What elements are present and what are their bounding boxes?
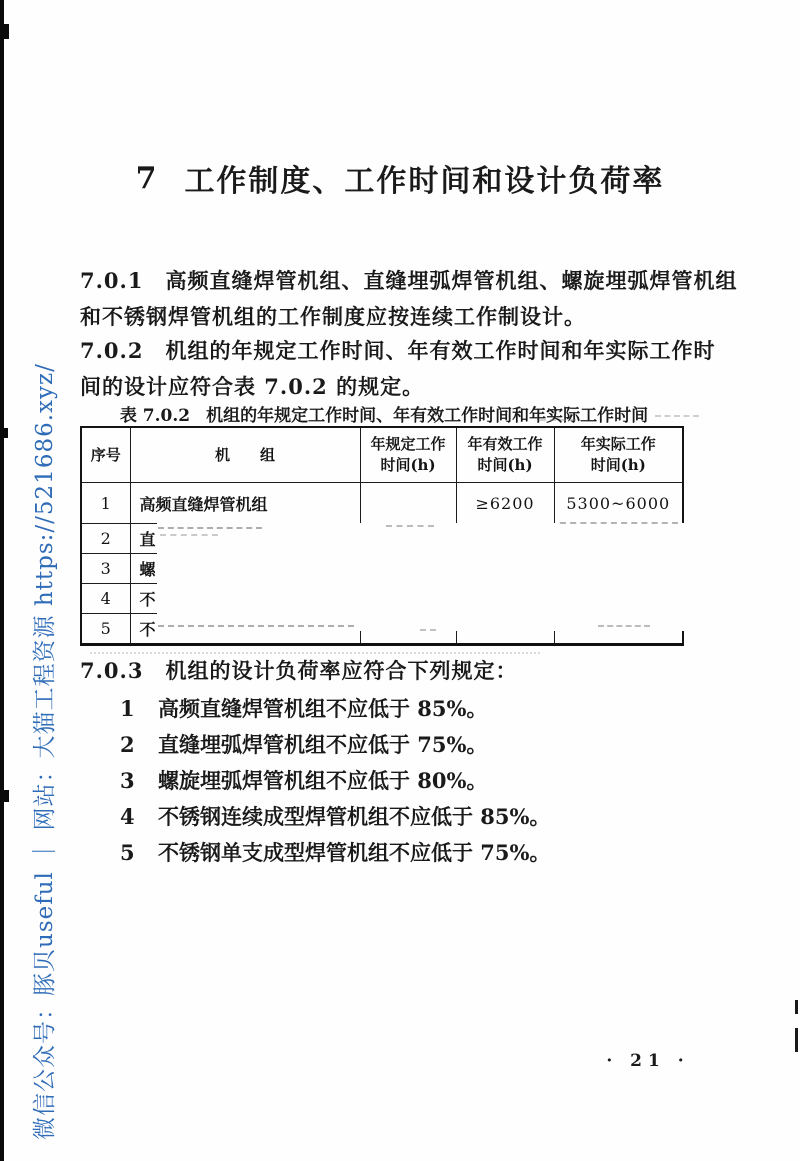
table-caption-text: 机组的年规定工作时间、年有效工作时间和年实际工作时间 [206, 405, 649, 426]
row-number-cell: 5 [81, 614, 130, 645]
header-cell-unit: 机 组 [130, 427, 360, 483]
scan-noise [90, 652, 540, 654]
clause-text: 机组的设计负荷率应符合下列规定： [165, 658, 518, 683]
clause-number: 7.0.3 [80, 657, 144, 683]
clause-text: 机组的年规定工作时间、年有效工作时间和年实际工作时 [165, 338, 716, 363]
list-item-number: 2 [120, 731, 135, 757]
clause-text: 高频直缝焊管机组、直缝埋弧焊管机组、螺旋埋弧焊管机组 [165, 268, 738, 293]
print-remnant [560, 522, 678, 524]
clause-line [80, 652, 740, 688]
table-row [81, 483, 683, 524]
print-remnant [420, 629, 436, 631]
list-item-number: 4 [120, 803, 135, 829]
clause-text: 和不锈钢焊管机组的工作制度应按连续工作制设计。 [80, 304, 586, 329]
scan-edge-smudge [795, 1028, 798, 1052]
list-item-number: 5 [120, 839, 135, 865]
clause-line [80, 262, 740, 298]
table-header-row [81, 427, 683, 483]
header-line: 时间(h) [590, 456, 646, 474]
clause-number: 7.0.2 [80, 337, 144, 363]
specified-hours-cell [360, 483, 456, 524]
load-rate-list [80, 690, 740, 870]
print-remnant [158, 625, 354, 627]
list-item-text: 高频直缝焊管机组不应低于 85%。 [158, 696, 488, 721]
header-cell-no: 序号 [81, 427, 130, 483]
row-number-cell: 3 [81, 554, 130, 584]
print-remnant [386, 525, 434, 527]
clause-text: 间的设计应符合表 7.0.2 的规定。 [80, 374, 425, 399]
unit-cell: 螺 [130, 554, 360, 584]
print-remnant [158, 527, 262, 529]
scan-noise [540, 419, 576, 421]
effective-hours-cell: ≥6200 [456, 483, 554, 524]
unit-cell: 不 [130, 614, 360, 645]
list-item [80, 690, 740, 726]
header-line: 时间(h) [380, 456, 436, 474]
chapter-title-text: 工作制度、工作时间和设计负荷率 [184, 164, 665, 199]
header-line: 年实际工作 [580, 435, 656, 453]
header-line: 年有效工作 [467, 435, 543, 453]
header-line: 时间(h) [477, 456, 533, 474]
list-item-number: 3 [120, 767, 135, 793]
list-item-number: 1 [120, 695, 135, 721]
row-number-cell: 4 [81, 584, 130, 614]
clause-line [80, 368, 740, 404]
row-number-cell: 2 [81, 524, 130, 554]
list-item [80, 726, 740, 762]
binding-notch [4, 24, 9, 39]
page-number: · 21 · [606, 1051, 690, 1071]
unit-cell: 直 [130, 524, 360, 554]
table-caption [80, 401, 688, 425]
row-number-cell: 1 [81, 483, 130, 524]
unit-cell: 不 [130, 584, 360, 614]
list-item-text: 直缝埋弧焊管机组不应低于 75%。 [158, 732, 488, 757]
white-scan-artifact [157, 523, 713, 631]
header-line: 年规定工作 [370, 435, 446, 453]
clause-7-0-3 [80, 652, 740, 688]
chapter-number: 7 [135, 160, 159, 196]
list-item [80, 762, 740, 798]
watermark-vertical-text: 微信公众号：豚贝useful ｜ 网站：大猫工程资源 https://521686.xyz/ [32, 363, 58, 1140]
print-remnant [160, 534, 218, 536]
list-item-text: 螺旋埋弧焊管机组不应低于 80%。 [158, 768, 488, 793]
header-cell-effective [456, 427, 554, 483]
header-cell-actual [554, 427, 683, 483]
list-item-text: 不锈钢连续成型焊管机组不应低于 85%。 [158, 804, 551, 829]
unit-cell: 高频直缝焊管机组 [130, 483, 360, 524]
list-item [80, 834, 740, 870]
clause-line [80, 298, 740, 334]
scan-edge-smudge [795, 1000, 798, 1014]
binding-notch [4, 428, 8, 438]
print-remnant [598, 625, 650, 627]
scan-noise [655, 415, 699, 417]
clause-line [80, 332, 740, 368]
list-item [80, 798, 740, 834]
list-item-text: 不锈钢单支成型焊管机组不应低于 75%。 [158, 840, 551, 865]
clause-7-0-1 [80, 262, 740, 334]
table-caption-label: 表 7.0.2 [119, 405, 191, 426]
header-cell-specified [360, 427, 456, 483]
clause-7-0-2 [80, 332, 740, 404]
clause-number: 7.0.1 [80, 267, 144, 293]
binding-notch [4, 790, 9, 802]
chapter-title [0, 160, 800, 199]
actual-hours-cell: 5300~6000 [554, 483, 683, 524]
